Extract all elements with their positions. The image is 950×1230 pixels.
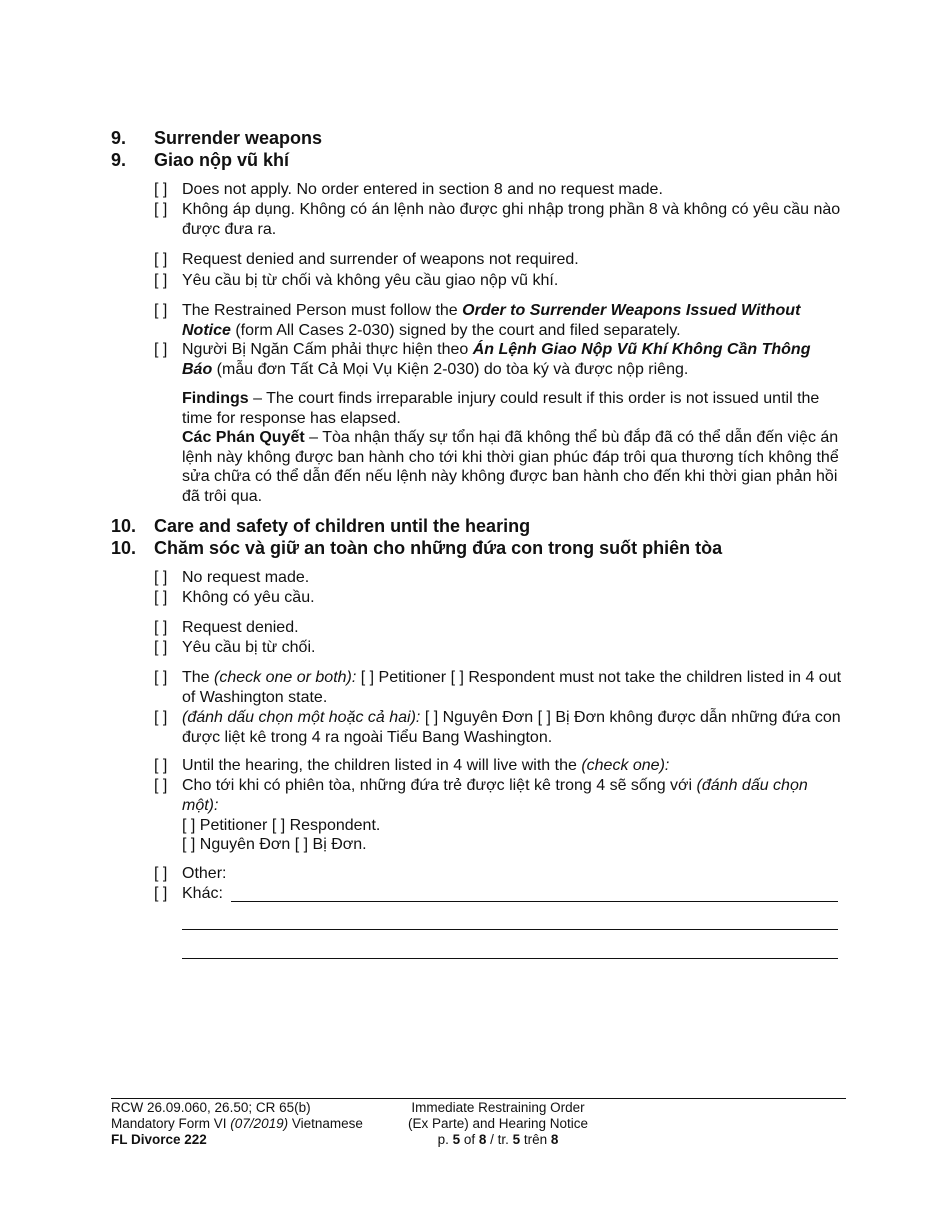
footer-form: Mandatory Form VI (07/2019) Vietnamese — [111, 1116, 363, 1131]
s10-opt4-en-text: Until the hearing, the children listed in 4 will live with the (check one): — [182, 757, 670, 774]
findings-vi: Các Phán Quyết – Tòa nhận thấy sự tổn hại đã không thể bù đắp đã có thể dẫn đến việc án lệnh này không được ban hành cho tới khi thời gian phúc đáp trôi qua thương tích không thể sửa chữa có thể dẫn đến nếu lệnh này không được ban hành cho đến khi thời gian phản hồi đã trôi qua. — [182, 429, 839, 505]
section-10-title-en: Care and safety of children until the hearing — [154, 516, 531, 536]
checkbox-s10-opt2-en[interactable]: [ ] — [154, 619, 168, 636]
s10-opt4-sub-en[interactable]: [ ] Petitioner [ ] Respondent. — [182, 817, 381, 834]
s9-opt2-en-text: Request denied and surrender of weapons not required. — [182, 251, 579, 268]
checkbox-s10-opt3-vi[interactable]: [ ] — [154, 709, 168, 726]
checkbox-s9-opt2-vi[interactable]: [ ] — [154, 272, 168, 289]
s9-opt2-vi-text: Yêu cầu bị từ chối và không yêu cầu giao nộp vũ khí. — [182, 272, 559, 289]
checkbox-s10-other-en[interactable]: [ ] — [154, 865, 168, 882]
checkbox-s10-other-vi[interactable]: [ ] — [154, 885, 168, 902]
footer-rcw: RCW 26.09.060, 26.50; CR 65(b) — [111, 1100, 311, 1115]
checkbox-s9-opt3-en[interactable]: [ ] — [154, 302, 168, 319]
footer-title-2: (Ex Parte) and Hearing Notice — [407, 1116, 589, 1131]
order-title-vi: Án Lệnh Giao Nộp Vũ Khí Không Cần Thông Báo — [182, 341, 811, 378]
s10-opt1-en-text: No request made. — [182, 569, 310, 586]
footer-form-id: FL Divorce 222 — [111, 1132, 207, 1147]
findings-en: Findings – The court finds irreparable injury could result if this order is not issued until the time for response has elapsed. — [182, 390, 820, 427]
s10-opt1-vi-text: Không có yêu cầu. — [182, 589, 315, 606]
s10-opt3-en-text: The (check one or both): [ ] Petitioner [ ] Respondent must not take the children listed in 4 out of Washington state. — [182, 669, 842, 706]
checkbox-s9-opt1-vi[interactable]: [ ] — [154, 201, 168, 218]
other-input-line-1[interactable] — [231, 901, 838, 902]
other-input-line-3[interactable] — [182, 958, 838, 959]
footer-title-1: Immediate Restraining Order — [411, 1100, 585, 1115]
s10-opt3-vi-text: (đánh dấu chọn một hoặc cả hai): [ ] Nguyên Đơn [ ] Bị Đơn không được dẫn những đứa con được liệt kê trong 4 ra ngoài Tiểu Bang Washington. — [182, 709, 841, 746]
checkbox-s9-opt3-vi[interactable]: [ ] — [154, 341, 168, 358]
section-10-title-vi: Chăm sóc và giữ an toàn cho những đứa con trong suốt phiên tòa — [154, 538, 723, 558]
s10-other-vi-label: Khác: — [182, 885, 223, 902]
section-9-number: 9. — [111, 128, 127, 148]
section-9-title-vi: Giao nộp vũ khí — [154, 150, 290, 170]
section-9-title-en: Surrender weapons — [154, 128, 323, 148]
other-input-line-2[interactable] — [182, 929, 838, 930]
checkbox-s9-opt1-en[interactable]: [ ] — [154, 181, 168, 198]
s9-opt1-en-text: Does not apply. No order entered in section 8 and no request made. — [182, 181, 663, 198]
s9-opt3-vi-text: Người Bị Ngăn Cấm phải thực hiện theo Án Lệnh Giao Nộp Vũ Khí Không Cần Thông Báo (mẫu đơn Tất Cả Mọi Vụ Kiện 2-030) do tòa ký và được nộp riêng. — [182, 341, 811, 378]
section-9-number-vi: 9. — [111, 150, 127, 170]
checkbox-s9-opt2-en[interactable]: [ ] — [154, 251, 168, 268]
checkbox-s10-opt1-en[interactable]: [ ] — [154, 569, 168, 586]
s10-other-en-label: Other: — [182, 865, 227, 882]
footer-page-number: p. 5 of 8 / tr. 5 trên 8 — [437, 1132, 559, 1147]
order-title-en: Order to Surrender Weapons Issued Without Notice — [182, 302, 801, 339]
s10-opt2-en-text: Request denied. — [182, 619, 299, 636]
checkbox-s10-opt2-vi[interactable]: [ ] — [154, 639, 168, 656]
s10-opt4-sub-vi[interactable]: [ ] Nguyên Đơn [ ] Bị Đơn. — [182, 836, 367, 853]
s9-opt1-vi-text: Không áp dụng. Không có án lệnh nào được ghi nhập trong phần 8 và không có yêu cầu nào được đưa ra. — [182, 201, 841, 238]
section-10-number: 10. — [111, 516, 137, 536]
footer-divider — [111, 1098, 846, 1099]
checkbox-s10-opt3-en[interactable]: [ ] — [154, 669, 168, 686]
checkbox-s10-opt4-en[interactable]: [ ] — [154, 757, 168, 774]
s10-opt4-vi-text: Cho tới khi có phiên tòa, những đứa trẻ được liệt kê trong 4 sẽ sống với (đánh dấu chọn một): — [182, 777, 808, 814]
s10-opt2-vi-text: Yêu cầu bị từ chối. — [182, 639, 316, 656]
checkbox-s10-opt1-vi[interactable]: [ ] — [154, 589, 168, 606]
s9-opt3-en-text: The Restrained Person must follow the Order to Surrender Weapons Issued Without Notice (form All Cases 2-030) signed by the court and filed separately. — [182, 302, 801, 339]
section-10-number-vi: 10. — [111, 538, 137, 558]
checkbox-s10-opt4-vi[interactable]: [ ] — [154, 777, 168, 794]
